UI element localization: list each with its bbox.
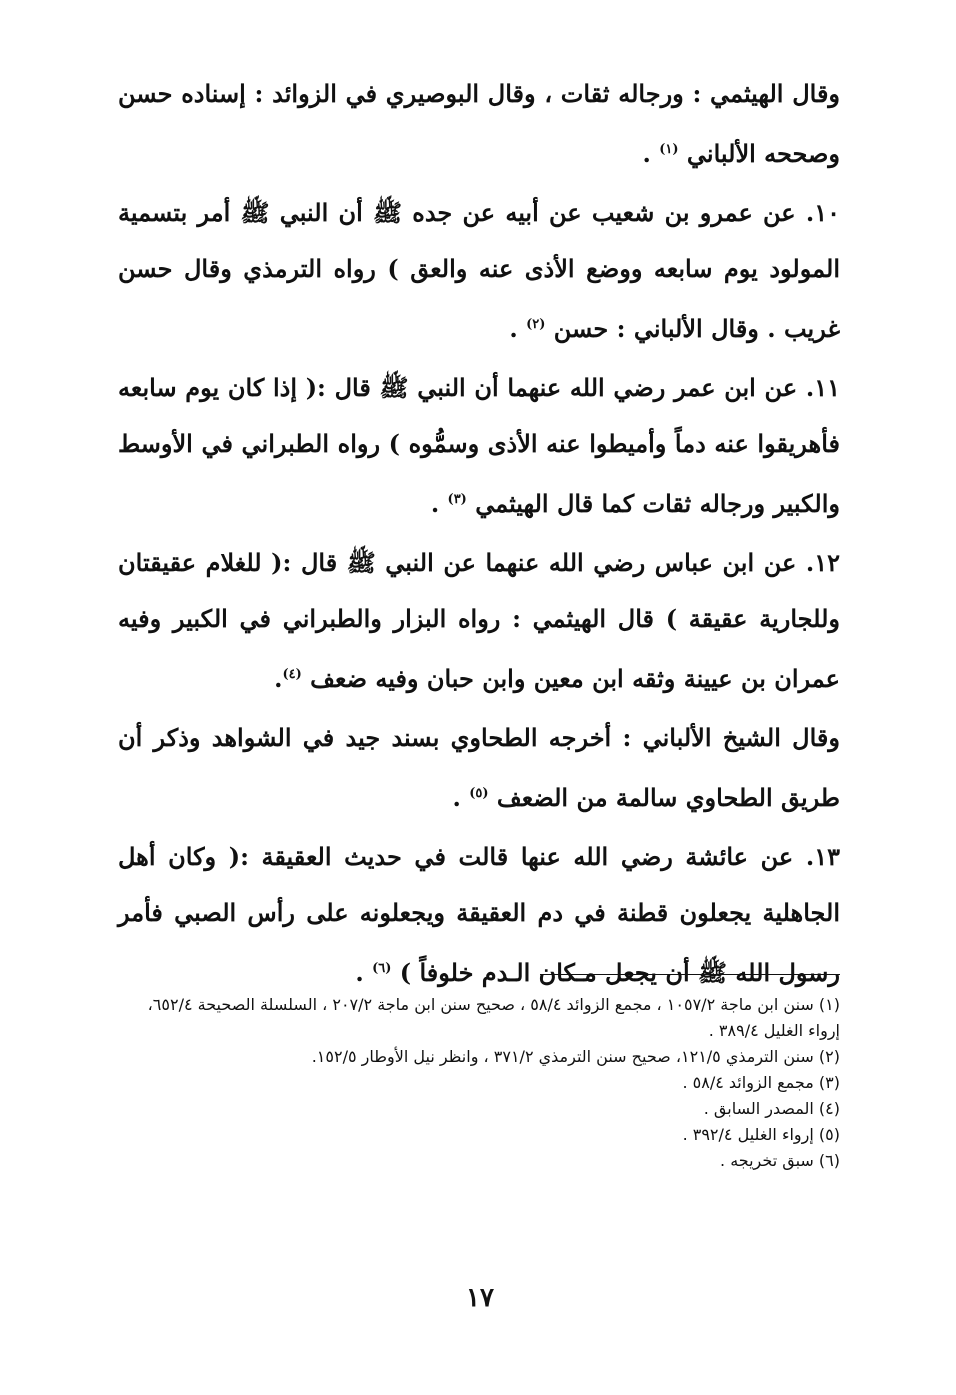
paragraph-text: ١٣. عن عائشة رضي الله عنها قالت في حديث العقيقة :( وكان أهل الجاهلية يجعلون قطنة في دم العقيقة ويجعلونه على رأس الصبي فأمر رسول الله ﷺ أن يجعل مـكان الـدم خلوفاً ) [118,842,840,987]
footnote-4: (٤) المصدر السابق . [703,1099,840,1118]
paragraph-1 [118,66,840,182]
footnote-ref[interactable]: (١) [659,142,679,157]
footnote-6: (٦) سبق تخريجه . [720,1151,840,1170]
paragraph-tail: . [642,139,660,168]
footnote-ref[interactable]: (٤) [282,667,302,682]
paragraph-11 [118,360,840,532]
paragraph-13 [118,829,840,1001]
footnote-ref[interactable]: (٣) [447,492,467,507]
paragraph-tail: . [355,958,373,987]
paragraph-tail: . [509,314,527,343]
footnote-3: (٣) مجمع الزوائد ٥٨/٤ . [682,1073,840,1092]
footnotes [118,992,840,1174]
paragraph-tail: . [274,664,283,693]
paragraph-text: ١٢. عن ابن عباس رضي الله عنهما عن النبي ﷺ قال :( للغلام عقيقتان وللجارية عقيقة ) قال الهيثمي : رواه البزار والطبراني في الكبير وفيه عمران بن عيينة وثقه ابن معين وابن حبان وفيه ضعف [118,548,840,693]
paragraph-text: وقال الشيخ الألباني : أخرجه الطحاوي بسند جيد في الشواهد وذكر أن طريق الطحاوي سالمة من الضعف [118,723,840,812]
footnote-ref[interactable]: (٦) [372,961,392,976]
footnote-ref[interactable]: (٥) [469,786,489,801]
paragraph-text: وقال الهيثمي : ورجاله ثقات ، وقال البوصيري في الزوائد : إسناده حسن وصححه الألباني [118,79,840,168]
footnote-1: (١) سنن ابن ماجة ١٠٥٧/٢ ، مجمع الزوائد ٥٨/٤ ، صحيح سنن ابن ماجة ٢٠٧/٢ ، السلسلة الصحيحة ٦٥٢/٤، إرواء الغليل ٣٨٩/٤ . [147,995,840,1040]
footnote-5: (٥) إرواء الغليل ٣٩٢/٤ . [682,1125,840,1144]
paragraph-tail: . [452,783,470,812]
main-text [118,66,840,1004]
paragraph-tail: . [430,489,448,518]
page-number: ١٧ [466,1283,494,1313]
paragraph-albani [118,710,840,826]
paragraph-12 [118,535,840,707]
footnote-separator [540,974,840,975]
paragraph-10 [118,185,840,357]
footnote-ref[interactable]: (٢) [526,317,546,332]
footnote-2: (٢) سنن الترمذي ١٢١/٥، صحيح سنن الترمذي ٣٧١/٢ ، وانظر نيل الأوطار ١٥٢/٥. [311,1047,840,1066]
paragraph-text: ١١. عن ابن عمر رضي الله عنهما أن النبي ﷺ قال :( إذا كان يوم سابعه فأهريقوا عنه دماً وأميطوا عنه الأذى وسمُّوه ) رواه الطبراني في الأوسط والكبير ورجاله ثقات كما قال الهيثمي [118,373,840,518]
paragraph-text: ١٠. عن عمرو بن شعيب عن أبيه عن جده ﷺ أن النبي ﷺ أمر بتسمية المولود يوم سابعه ووضع الأذى عنه والعق ) رواه الترمذي وقال حسن غريب . وقال الألباني : حسن [118,198,840,343]
